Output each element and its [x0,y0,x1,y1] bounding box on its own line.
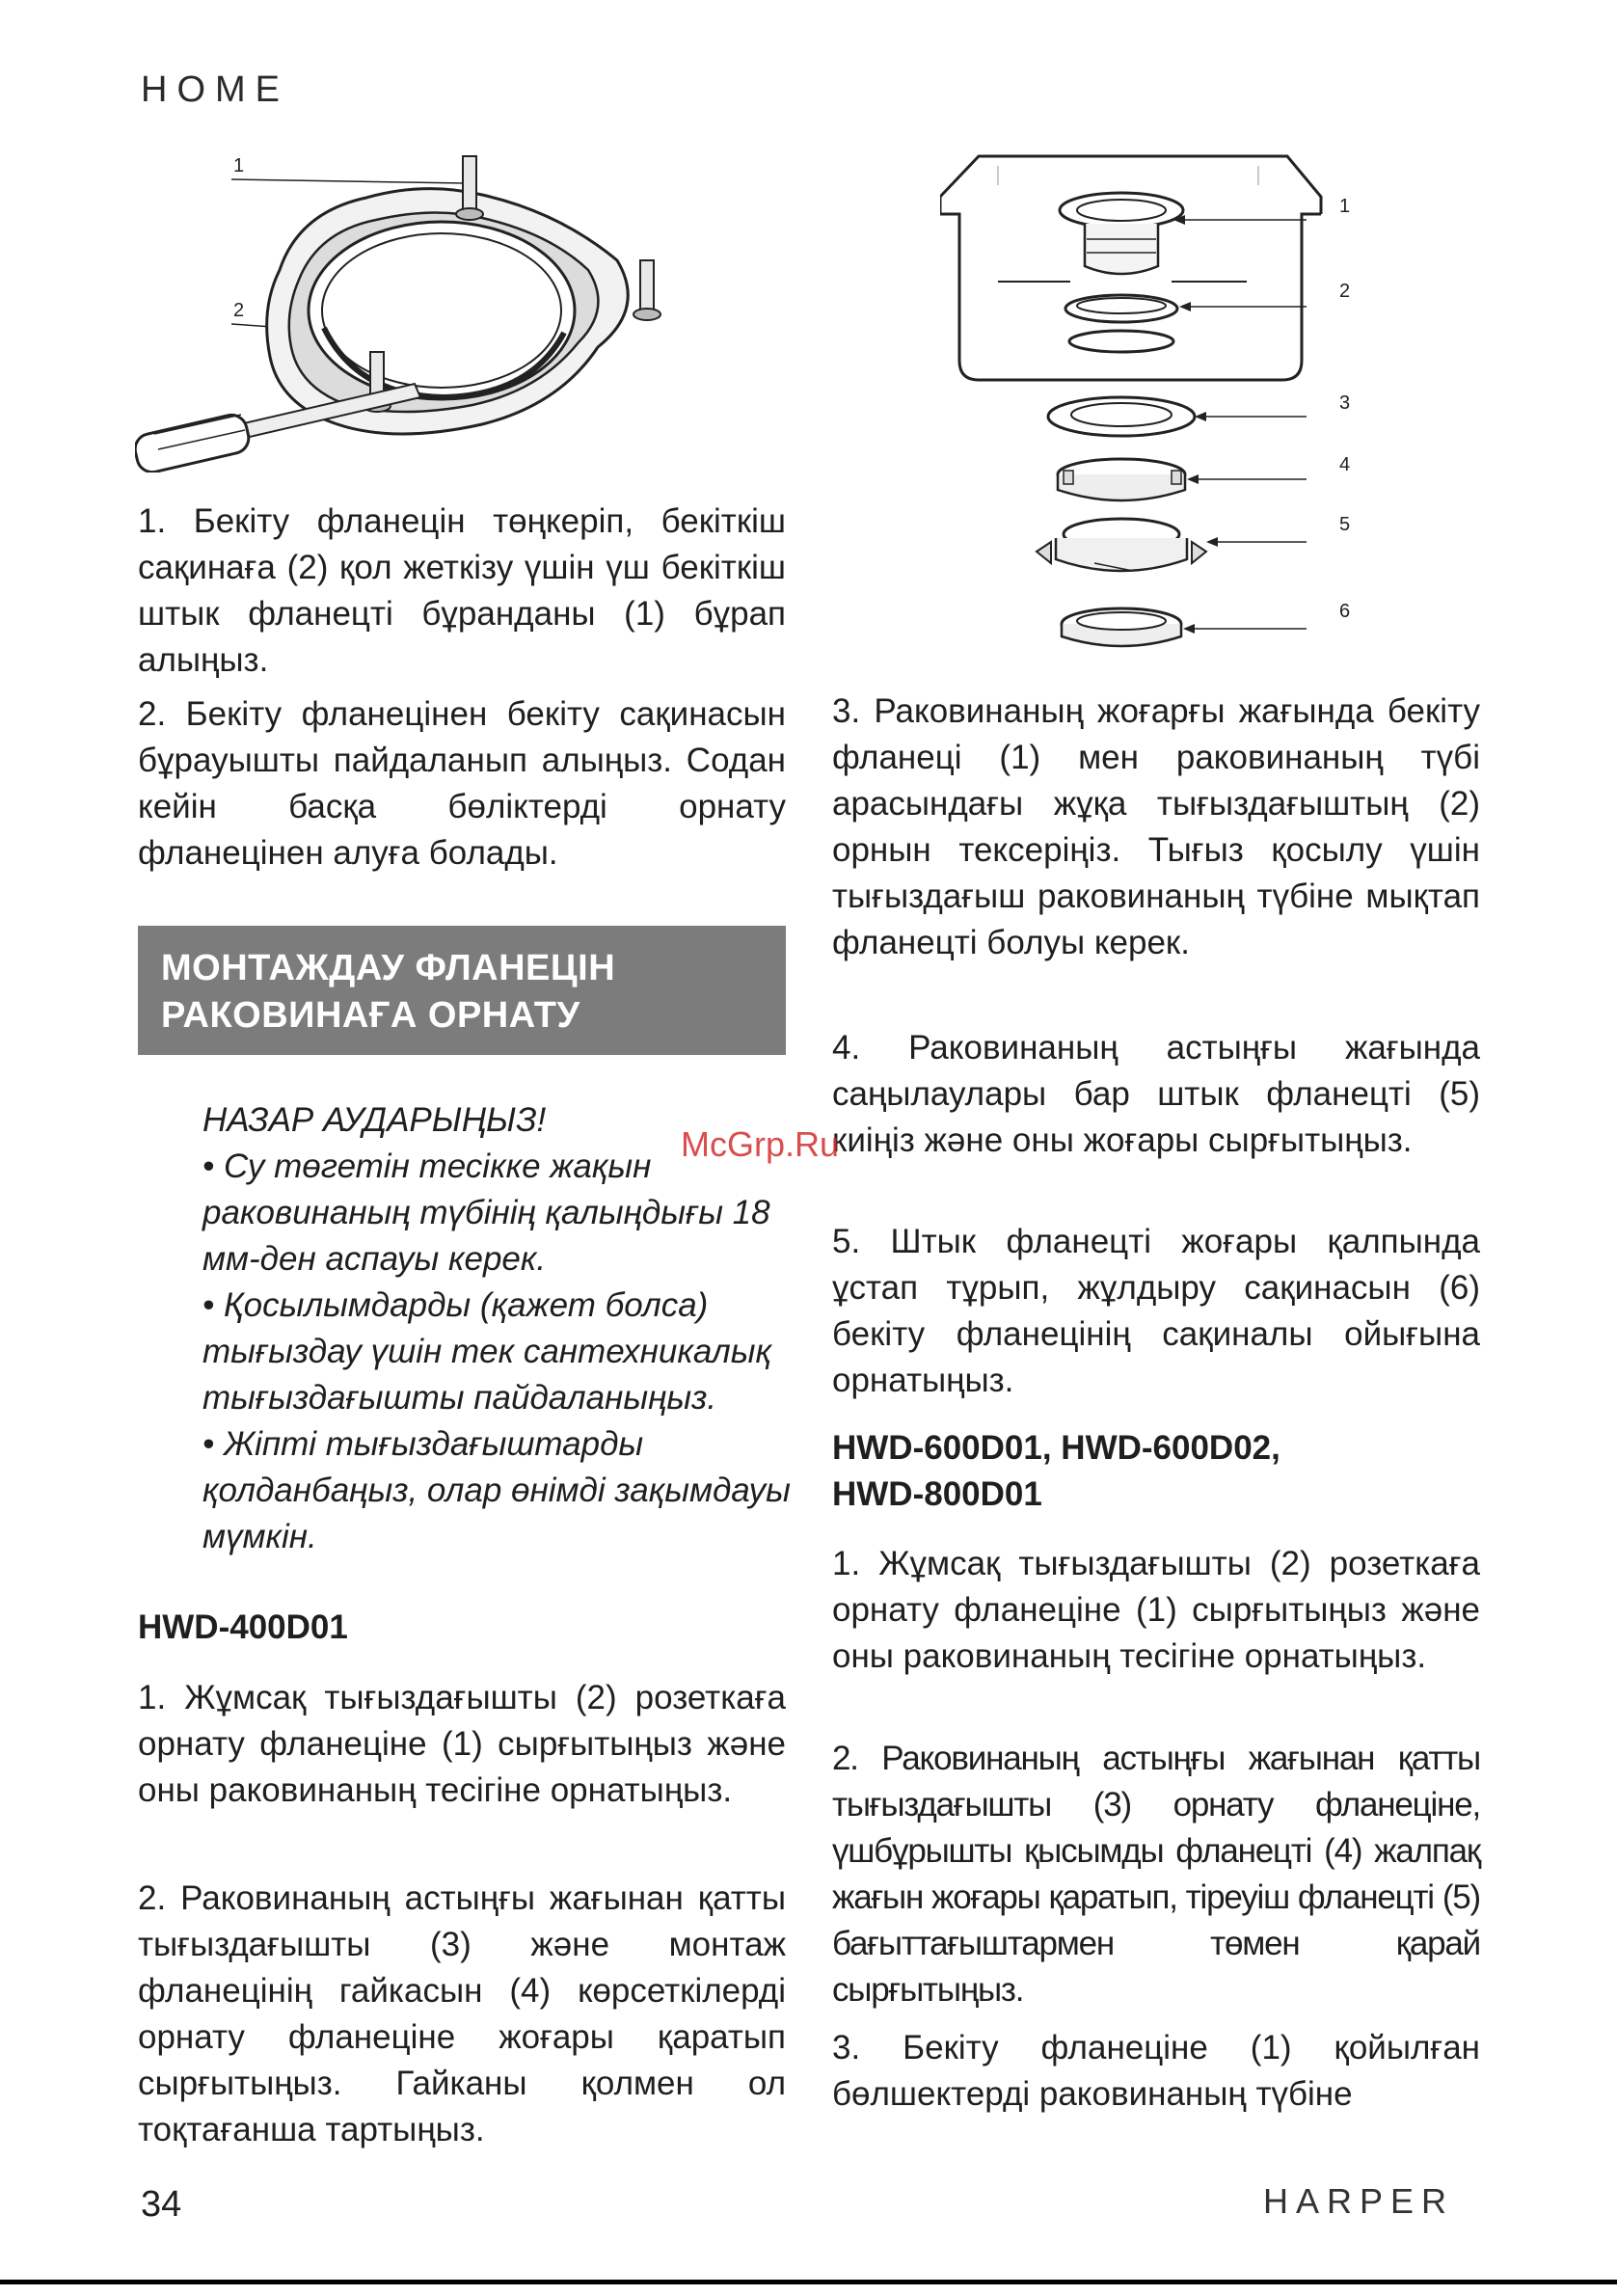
figure2-callout-4: 4 [1339,454,1351,475]
figure2-callout-1: 1 [1339,196,1351,217]
intro-step-2: 2. Бекіту фланецінен бекіту сақинасын бұрауышты пайдаланып алыңыз. Содан кейін басқа бөліктерді орнату фланецінен алуға болады. [138,695,786,872]
note-item: • Жіпті тығыздағыштарды қолданбаңыз, олар өнімді зақымдауы мүмкін. [202,1425,791,1555]
section-heading-line-1: МОНТАЖДАУ ФЛАНЕЦІН [161,948,616,988]
figure2-callout-5: 5 [1339,514,1351,535]
model-heading-400: HWD-400D01 [138,1608,348,1646]
model-heading-line-2: HWD-800D01 [832,1475,1042,1513]
figure1-callout-1: 1 [233,155,245,176]
figure1-callout-2: 2 [233,300,245,321]
section-heading-line-2: РАКОВИНАҒА ОРНАТУ [161,995,580,1036]
flange-screwdriver-illustration [135,145,714,473]
figure2-callout-2: 2 [1339,281,1351,302]
model-600-step-1: 1. Жұмсақ тығыздағышты (2) розеткаға орнату фланеціне (1) сырғытыңыз және оны раковинаның тесігіне орнатыңыз. [832,1545,1480,1675]
model-heading-600-800 [832,1425,1480,1518]
step-3: 3. Раковинаның жоғарғы жағында бекіту фланеці (1) мен раковинаның түбі арасындағы жұқа тығыздағыштың (2) орнын тексеріңіз. Тығыз қосылу үшін тығыздағыш раковинаның түбіне мықтап фланецті болуы керек. [832,692,1480,961]
bottom-divider [0,2280,1617,2284]
model-600-step-2: 2. Раковинаның астыңғы жағынан қатты тығыздағышты (3) орнату фланеціне, үшбұрышты қысымды фланецті (4) жалпақ жағын жоғары қаратып, тіреуіш фланецті (5) бағыттағыштармен төмен қарай сырғытыңыз. [832,1740,1480,2009]
note-title: НАЗАР АУДАРЫҢЫЗ! [202,1101,547,1139]
step-5: 5. Штык фланецті жоғары қалпында ұстап тұрып, жұлдыру сақинасын (6) бекіту фланецінің сақиналы ойығына орнатыңыз. [832,1223,1480,1399]
model-600-step-3: 3. Бекіту фланеціне (1) қойылған бөлшектерді раковинаның түбіне [832,2029,1480,2113]
sink-assembly-exploded-diagram [940,147,1374,667]
note-item: • Су төгетін тесікке жақын раковинаның түбінің қалыңдығы 18 мм-ден аспауы керек. [202,1148,770,1278]
page-number: 34 [141,2184,182,2225]
model-heading-line-1: HWD-600D01, HWD-600D02, [832,1429,1280,1467]
intro-step-1: 1. Бекіту фланецін төңкеріп, бекіткіш сақинаға (2) қол жеткізу үшін үш бекіткіш штык фланецті бұранданы (1) бұрап алыңыз. [138,502,786,679]
step-4: 4. Раковинаның астыңғы жағында саңылаулары бар штык фланецті (5) киіңіз және оны жоғары сырғытыңыз. [832,1029,1480,1159]
figure2-callout-3: 3 [1339,392,1351,414]
attention-note [202,1097,791,1560]
model-400-step-1: 1. Жұмсақ тығыздағышты (2) розеткаға орнату фланеціне (1) сырғытыңыз және оны раковинаның тесігіне орнатыңыз. [138,1679,786,1809]
model-400-step-2: 2. Раковинаның астыңғы жағынан қатты тығыздағышты (3) және монтаж фланецінің гайкасын (4) көрсеткілерді орнату фланеціне жоғары қаратып сырғытыңыз. Гайканы қолмен ол тоқтағанша тартыңыз. [138,1879,786,2148]
section-heading [138,926,786,1055]
watermark-link[interactable]: McGrp.Ru [681,1124,840,1164]
figure2-callout-6: 6 [1339,601,1351,622]
brand-logo-harper: HARPER [1263,2181,1455,2221]
brand-logo-home: HOME [141,69,289,110]
note-item: • Қосылымдарды (қажет болса) тығыздау үшін тек сантехникалық тығыздағышты пайдаланыңыз. [202,1286,771,1417]
